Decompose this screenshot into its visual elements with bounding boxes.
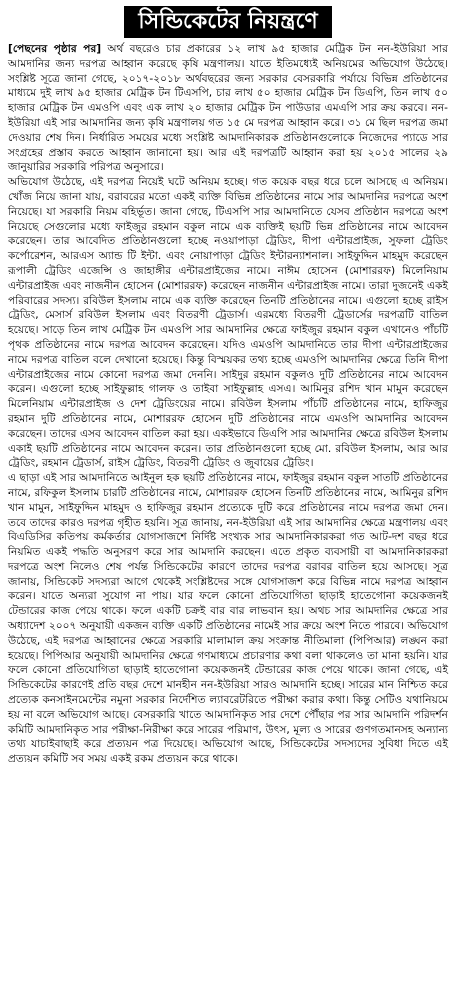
paragraph-text: অর্থ বছরেও চার প্রকারের ১২ লাখ ৯৫ হাজার মেট্রিক টন নন-ইউরিয়া সার আমদানির জন্য দরপত্র আহ্বান করেছে কৃষি মন্ত্রণালয়। যাতে ইতিমধ্যেই অনিয়মের অভিযোগ উঠেছে। সংশ্লিষ্ট সূত্রে জানা গেছে, ২০১৭-২০১৮ অর্থবছরের জন্য সরকার বেসরকারি পর্যায়ে বিভিন্ন প্রতিষ্ঠানের মাধ্যমে দুই লাখ ৯৫ হাজার মেট্রিক টন টিএসপি, চার লাখ ৫০ হাজার মেট্রিক টন ডিএপি, তিন লাখ ৫০ হাজার মেট্রিক টন এমওপি এবং এক লাখ ২০ হাজার মেট্রিক টন পাউডার এমএপি সার ক্রয় করবে। নন-ইউরিয়া এই সার আমদানির জন্য কৃষি মন্ত্রণালয় গত ১৫ মে দরপত্র আহ্বান করে। ৩১ মে ছিল দরপত্র জমা দেওয়ার শেষ দিন। নির্ধারিত সময়ের মধ্যে সংশ্লিষ্ট আমদানিকারক প্রতিষ্ঠানগুলোকে নিজেদের প্যাডে সার সংগ্রহের প্রস্তাব করতে আহ্বান জানানো হয়। আর এই দরপত্রটি আহ্বান করা হয় ২০১৫ সালের ২৯ জানুয়ারির সরকারি পরিপত্র অনুসারে।: [8, 43, 448, 174]
headline-bar: [8, 6, 448, 38]
article-paragraph: অভিযোগ উঠেছে, এই দরপত্র নিয়েই ঘটে অনিয়ম হচ্ছে। গত কয়েক বছর ধরে চলে আসছে এ অনিয়ম। খোঁজ নিয়ে জানা যায়, বরাবরের মতো একই ব্যক্তি বিভিন্ন প্রতিষ্ঠানের নামে সার আমদানির দরপত্রে অংশ নিয়েছে। যা সরকারি নিয়ম বহির্ভূত। জানা গেছে, টিএসপি সার আমদানিতে যেসব প্রতিষ্ঠান দরপত্রে অংশ নিয়েছে সেগুলোর মধ্যে ফাইজুর রহমান বকুল নামে এক ব্যক্তিই ছয়টি ভিন্ন প্রতিষ্ঠানের নামে আবেদন করেছেন। তার আবেদিত প্রতিষ্ঠানগুলো হচ্ছে নওয়াপাড়া ট্রেডিং, দীপা এন্টারপ্রাইজ, সুফলা ট্রেডিং কর্পোরেশন, আরএস অ্যান্ড টি ইন্টা. এবং নোয়াপাড়া ট্রেডিং ইন্টারন্যাশনাল। সাইফুদ্দিন মাহমুদ করেছেন রূপালী ট্রেডিং এজেন্সি ও জাহাঙ্গীর এন্টারপ্রাইজের নামে। নাঈম হোসেন (মোশাররফ) মিলেনিয়াম এন্টারপ্রাইজ এবং নাজনীন হোসেন (মোশাররফ) করেছেন নাজনীন এন্টারপ্রাইজ নামে। তারা দুজনেই একই পরিবারের সদস্য। রবিউল ইসলাম নামে এক ব্যক্তি করেছেন তিনটি প্রতিষ্ঠানের নামে। এগুলো হচ্ছে রাইস ট্রেডিং, মেসার্স রবিউল ইসলাম এবং বিতরণী ট্রেডার্স। এরমধ্যে বিতরণী ট্রেডার্সের দরপত্রটি বাতিল হয়েছে। সাড়ে তিন লাখ মেট্রিক টন এমওপি সার আমদানির ক্ষেত্রে ফাইজুর রহমান বকুল এখানেও পাঁচটি পৃথক প্রতিষ্ঠানের নামে দরপত্র আবেদন করেছেন। যদিও এমওপি আমদানিতে তার দীপা এন্টারপ্রাইজের নামে দরপত্র বাতিল বলে দেখানো হয়েছে। কিন্তু বিস্ময়কর তথ্য হচ্ছে এমওপি আমদানির ক্ষেত্রে তিনি দীপা এন্টারপ্রাইজের নামে কোনো দরপত্র জমা দেননি। সাইদুর রহমান বকুলও দুটি প্রতিষ্ঠানের নামে আবেদন করেন। এগুলো হচ্ছে সাইফুল্লাহ গালফ ও তাইবা সাইফুল্লাহ এসএ। আমিনুর রশিদ খান মামুন করেছেন মিলেনিয়াম এন্টারপ্রাইজ ও দেশ ট্রেডিংয়ের নামে। রবিউল ইসলাম পাঁচটি প্রতিষ্ঠানের নামে, হাফিজুর রহমান দুটি প্রতিষ্ঠানের নামে, মোশাররফ হোসেন দুটি প্রতিষ্ঠানের নামে এমওপি আমদানির আবেদন করেছেন। তাদের এসব আবেদন বাতিল করা হয়। একইভাবে ডিএপি সার আমদানির ক্ষেত্রে রবিউল ইসলাম একাই ছয়টি প্রতিষ্ঠানের নামে আবেদন করেন। তার প্রতিষ্ঠানগুলো হচ্ছে মো. রবিউল ইসলাম, আর আর ট্রেডিং, রহমান ট্রেডার্স, রাইস ট্রেডিং, বিতরণী ট্রেডিং ও জুবায়ের ট্রেডিং।: [8, 176, 448, 470]
article-paragraph: এ ছাড়া এই সার আমদানিতে আইনুল হক ছয়টি প্রতিষ্ঠানের নামে, ফাইজুর রহমান বকুল সাতটি প্রতিষ্ঠানের নামে, রফিকুল ইসলাম চারটি প্রতিষ্ঠানের নামে, মোশাররফ হোসেন তিনটি প্রতিষ্ঠানের নামে, আমিনুর রশিদ খান মামুন, সাইফুদ্দিন মাহমুদ ও হাফিজুর রহমান প্রত্যেকে দুটি করে প্রতিষ্ঠানের নামে দরপত্র জমা দেন। তবে তাদের কারও দরপত্র গৃহীত হয়নি। সূত্র জানায়, নন-ইউরিয়া এই সার আমদানির ক্ষেত্রে মন্ত্রণালয় এবং বিএডিসির কতিপয় কর্মকর্তার যোগসাজশে নির্দিষ্ট সংখ্যক সার আমদানিকারকরা গত আট-দশ বছর ধরে নিয়মিত একই পদ্ধতি অনুসরণ করে সার আমদানি করছেন। এতে প্রকৃত ব্যবসায়ী বা আমদানিকারকরা দরপত্রে অংশ নিলেও শেষ পর্যন্ত সিন্ডিকেটের কারণে তাদের দরপত্র বরাবর বাতিল হয়ে আসছে। সূত্র জানায়, সিন্ডিকেট সদস্যরা আগে থেকেই সংশ্লিষ্টদের সঙ্গে যোগসাজশ করে বিভিন্ন নামে দরপত্র আহ্বান করেন। যাতে অন্যরা সুযোগ না পায়। যার ফলে কোনো প্রতিযোগিতা ছাড়াই হাতেগোনা কয়েকজনই টেন্ডারের কাজ পেয়ে থাকে। ফলে একটি চক্রই বার বার লাভবান হয়। অথচ সার আমদানির ক্ষেত্রে সার অধ্যাদেশ ২০০৭ অনুযায়ী একজন ব্যক্তি একটি প্রতিষ্ঠানের নামেই সার ক্রয়ে অংশ নিতে পারবে। অভিযোগ উঠেছে, এই দরপত্র আহ্বানের ক্ষেত্রে সরকারি মালামাল ক্রয় সংক্রান্ত নীতিমালা (পিপিআর) লঙ্ঘন করা হয়েছে। পিপিআর অনুযায়ী আমদানির ক্ষেত্রে গণমাধ্যমে প্রচারণার কথা বলা থাকলেও তা মানা হয়নি। যার ফলে কোনো প্রতিযোগিতা ছাড়াই হাতেগোনা কয়েকজনই টেন্ডারের কাজ পেয়ে থাকে। জানা গেছে, এই সিন্ডিকেটের কারণেই প্রতি বছর দেশে মানহীন নন-ইউরিয়া সারও আমদানি হচ্ছে। সারের মান নিশ্চিত করে প্রত্যেক কনসাইনমেন্টের নমুনা সরকার নির্দেশিত ল্যাবরেটরিতে পরীক্ষা করার কথা। কিন্তু সেটিও যথানিয়মে হয় না বলে অভিযোগ আছে। বেসরকারি খাতে আমদানিকৃত সার দেশে পৌঁছার পর সার আমদানি পরিদর্শন কমিটি আমদানিকৃত সার পরীক্ষা-নিরীক্ষা করে সারের পরিমাণ, উৎস, মূল্য ও সারের গুণগতমানসহ অন্যান্য তথ্য যাচাইবাছাই করে প্রত্যয়ন পত্র দিয়েছে। অভিযোগ আছে, সিন্ডিকেটের সদস্যদের সুবিধা দিতে এই প্রত্যয়ন কমিটি সব সময় একই রকম প্রত্যয়ন করে থাকে।: [8, 472, 448, 766]
article-body: [8, 42, 448, 767]
article-paragraph: [8, 42, 448, 175]
continued-from-label: [পেছনের পৃষ্ঠার পর]: [8, 43, 102, 55]
article-headline: সিন্ডিকেটের নিয়ন্ত্রণে: [124, 6, 331, 38]
